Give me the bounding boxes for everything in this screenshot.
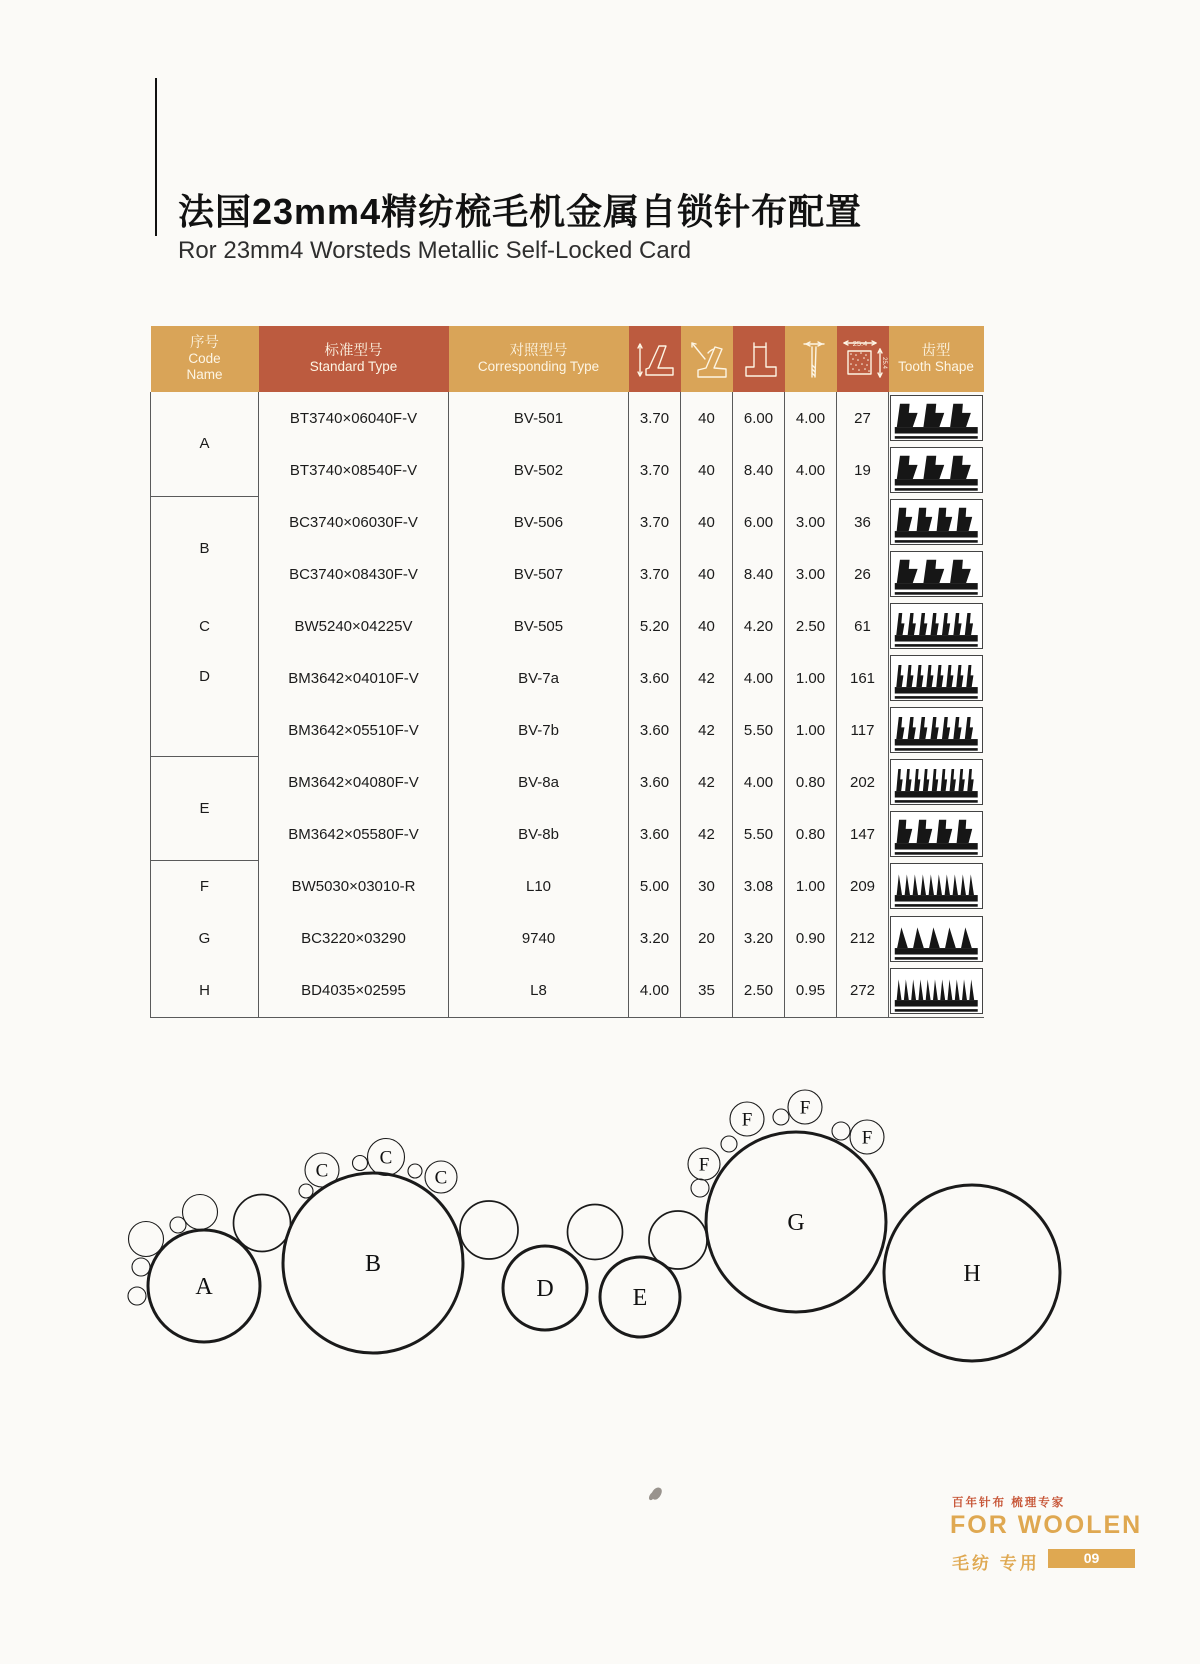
spec-value-cell-1: 40 xyxy=(681,392,733,444)
spec-value-cell-0: 3.60 xyxy=(629,704,681,756)
spec-value-cell-2: 8.40 xyxy=(733,444,785,496)
table-row xyxy=(151,756,984,808)
spec-value-cell-1: 40 xyxy=(681,600,733,652)
spec-value-cell-4: 212 xyxy=(837,913,889,965)
roller-circle xyxy=(234,1195,291,1252)
roller-circle xyxy=(183,1195,218,1230)
roller-label-H: H xyxy=(963,1261,981,1287)
roller-circle xyxy=(128,1287,146,1305)
spec-value-cell-3: 1.00 xyxy=(785,704,837,756)
spec-value-cell-4: 36 xyxy=(837,496,889,548)
table-row xyxy=(151,600,984,652)
roller-circle xyxy=(353,1156,368,1171)
tooth-shape-cell xyxy=(889,600,984,652)
tooth-front-angle-icon xyxy=(681,326,733,392)
standard-type-cell: BM3642×05510F-V xyxy=(259,704,449,756)
standard-type-cell: BD4035×02595 xyxy=(259,965,449,1018)
tooth-shape-image xyxy=(890,707,983,753)
footer-usage: 毛纺 专用 xyxy=(952,1554,1040,1573)
spec-value-cell-4: 61 xyxy=(837,600,889,652)
spec-value-cell-2: 3.08 xyxy=(733,860,785,913)
roller-circle xyxy=(299,1184,313,1198)
svg-text:25.4: 25.4 xyxy=(880,357,887,369)
spec-value-cell-2: 4.20 xyxy=(733,600,785,652)
spec-value-cell-3: 1.00 xyxy=(785,860,837,913)
code-name-cell: E xyxy=(151,756,259,860)
spec-value-cell-2: 2.50 xyxy=(733,965,785,1018)
spec-value-cell-3: 3.00 xyxy=(785,496,837,548)
standard-type-cell: BC3220×03290 xyxy=(259,913,449,965)
header-code-name: 序号 Code Name xyxy=(151,326,259,392)
spec-value-cell-3: 4.00 xyxy=(785,444,837,496)
standard-type-cell: BM3642×04080F-V xyxy=(259,756,449,808)
spec-value-cell-4: 147 xyxy=(837,808,889,860)
footer-brand: FOR WOOLEN xyxy=(950,1511,1143,1539)
corresponding-type-cell: 9740 xyxy=(449,913,629,965)
table-row xyxy=(151,965,984,1018)
header-corresponding-type: 对照型号 Corresponding Type xyxy=(449,326,629,392)
roller-label-F: F xyxy=(799,1097,811,1119)
code-name-cell: B xyxy=(151,496,259,600)
tooth-shape-image xyxy=(890,968,983,1014)
tooth-shape-cell xyxy=(889,808,984,860)
roller-label-C: C xyxy=(315,1160,329,1182)
tooth-shape-cell xyxy=(889,756,984,808)
page-title-cn: 法国23mm4精纺梳毛机金属自锁针布配置 xyxy=(178,191,863,232)
corresponding-type-cell: L8 xyxy=(449,965,629,1018)
spec-value-cell-1: 40 xyxy=(681,548,733,600)
corresponding-type-cell: BV-7a xyxy=(449,652,629,704)
code-name-cell: A xyxy=(151,392,259,496)
spec-value-cell-2: 5.50 xyxy=(733,808,785,860)
spec-value-cell-0: 3.70 xyxy=(629,496,681,548)
spec-value-cell-1: 40 xyxy=(681,444,733,496)
corresponding-type-cell: BV-506 xyxy=(449,496,629,548)
tooth-shape-cell xyxy=(889,496,984,548)
standard-type-cell: BW5240×04225V xyxy=(259,600,449,652)
tooth-shape-image xyxy=(890,863,983,909)
roller-circle xyxy=(649,1211,707,1269)
code-name-cell: F xyxy=(151,860,259,913)
spec-value-cell-1: 30 xyxy=(681,860,733,913)
spec-value-cell-4: 27 xyxy=(837,392,889,444)
spec-value-cell-4: 202 xyxy=(837,756,889,808)
spec-value-cell-1: 35 xyxy=(681,965,733,1018)
table-row xyxy=(151,808,984,860)
roller-circle xyxy=(132,1258,150,1276)
standard-type-cell: BM3642×04010F-V xyxy=(259,652,449,704)
tooth-shape-image xyxy=(890,916,983,962)
table-row xyxy=(151,913,984,965)
standard-type-cell: BM3642×05580F-V xyxy=(259,808,449,860)
standard-type-cell: BC3740×08430F-V xyxy=(259,548,449,600)
roller-label-F: F xyxy=(741,1109,753,1131)
spec-value-cell-2: 6.00 xyxy=(733,392,785,444)
spec-value-cell-4: 161 xyxy=(837,652,889,704)
tooth-shape-cell xyxy=(889,548,984,600)
spec-value-cell-4: 19 xyxy=(837,444,889,496)
spec-value-cell-0: 3.60 xyxy=(629,756,681,808)
footer-tagline: 百年针布 梳理专家 xyxy=(952,1497,1066,1509)
spec-value-cell-4: 272 xyxy=(837,965,889,1018)
spec-value-cell-1: 42 xyxy=(681,808,733,860)
roller-circle xyxy=(568,1205,623,1260)
roller-circle xyxy=(170,1217,186,1233)
spec-value-cell-2: 8.40 xyxy=(733,548,785,600)
code-name-cell: D xyxy=(151,652,259,756)
title-rule xyxy=(155,78,157,236)
standard-type-cell: BC3740×06030F-V xyxy=(259,496,449,548)
tooth-shape-image xyxy=(890,603,983,649)
tooth-shape-cell xyxy=(889,860,984,913)
code-name-cell: H xyxy=(151,965,259,1018)
spec-value-cell-3: 2.50 xyxy=(785,600,837,652)
standard-type-cell: BT3740×08540F-V xyxy=(259,444,449,496)
spec-value-cell-1: 20 xyxy=(681,913,733,965)
tooth-shape-cell xyxy=(889,913,984,965)
spec-value-cell-0: 3.60 xyxy=(629,652,681,704)
card-clothing-spec-table xyxy=(150,326,984,1018)
roller-circle xyxy=(773,1109,789,1125)
spec-value-cell-1: 40 xyxy=(681,496,733,548)
svg-text:25.4: 25.4 xyxy=(852,339,867,348)
wire-thickness-icon xyxy=(785,326,837,392)
roller-circle xyxy=(832,1122,850,1140)
spec-value-cell-0: 5.00 xyxy=(629,860,681,913)
spec-value-cell-4: 26 xyxy=(837,548,889,600)
tooth-shape-image xyxy=(890,551,983,597)
code-name-cell: C xyxy=(151,600,259,652)
tooth-total-height-icon xyxy=(629,326,681,392)
tooth-shape-image xyxy=(890,499,983,545)
tooth-shape-image xyxy=(890,759,983,805)
corresponding-type-cell: BV-501 xyxy=(449,392,629,444)
tooth-shape-cell xyxy=(889,965,984,1018)
roller-label-D: D xyxy=(536,1276,554,1302)
page-title-en: Ror 23mm4 Worsteds Metallic Self-Locked Card xyxy=(178,237,692,264)
spec-value-cell-2: 3.20 xyxy=(733,913,785,965)
spec-value-cell-3: 1.00 xyxy=(785,652,837,704)
roller-circle xyxy=(691,1179,709,1197)
spec-value-cell-2: 5.50 xyxy=(733,704,785,756)
tooth-pitch-icon xyxy=(733,326,785,392)
header-tooth-shape: 齿型 Tooth Shape xyxy=(889,326,984,392)
table-row xyxy=(151,392,984,444)
spec-value-cell-3: 3.00 xyxy=(785,548,837,600)
tooth-shape-cell xyxy=(889,392,984,444)
corresponding-type-cell: BV-8a xyxy=(449,756,629,808)
tooth-shape-image xyxy=(890,655,983,701)
corresponding-type-cell: L10 xyxy=(449,860,629,913)
page-number-badge: 09 xyxy=(1048,1549,1135,1568)
tooth-shape-cell xyxy=(889,652,984,704)
table-header-row xyxy=(151,326,984,392)
spec-value-cell-0: 3.70 xyxy=(629,548,681,600)
table-row xyxy=(151,548,984,600)
corresponding-type-cell: BV-502 xyxy=(449,444,629,496)
tooth-shape-image xyxy=(890,811,983,857)
corresponding-type-cell: BV-8b xyxy=(449,808,629,860)
spec-value-cell-4: 209 xyxy=(837,860,889,913)
spec-value-cell-0: 3.20 xyxy=(629,913,681,965)
table-row xyxy=(151,652,984,704)
roller-label-C: C xyxy=(379,1147,393,1169)
spec-value-cell-3: 0.95 xyxy=(785,965,837,1018)
table-row xyxy=(151,444,984,496)
spec-value-cell-3: 4.00 xyxy=(785,392,837,444)
spec-value-cell-3: 0.80 xyxy=(785,756,837,808)
spec-value-cell-0: 4.00 xyxy=(629,965,681,1018)
roller-label-G: G xyxy=(787,1210,805,1236)
standard-type-cell: BT3740×06040F-V xyxy=(259,392,449,444)
print-artifact xyxy=(650,1486,664,1502)
corresponding-type-cell: BV-505 xyxy=(449,600,629,652)
roller-circle xyxy=(460,1201,518,1259)
roller-label-A: A xyxy=(195,1274,213,1300)
tooth-shape-image xyxy=(890,447,983,493)
table-row xyxy=(151,496,984,548)
standard-type-cell: BW5030×03010-R xyxy=(259,860,449,913)
spec-value-cell-1: 42 xyxy=(681,704,733,756)
spec-value-cell-2: 4.00 xyxy=(733,756,785,808)
spec-value-cell-1: 42 xyxy=(681,756,733,808)
spec-value-cell-0: 3.70 xyxy=(629,444,681,496)
points-per-square-icon xyxy=(837,326,889,392)
spec-value-cell-3: 0.80 xyxy=(785,808,837,860)
corresponding-type-cell: BV-507 xyxy=(449,548,629,600)
code-name-cell: G xyxy=(151,913,259,965)
spec-value-cell-2: 4.00 xyxy=(733,652,785,704)
roller-label-C: C xyxy=(434,1167,448,1189)
table-row xyxy=(151,704,984,756)
tooth-shape-cell xyxy=(889,444,984,496)
roller-circle xyxy=(129,1222,164,1257)
spec-value-cell-4: 117 xyxy=(837,704,889,756)
roller-label-F: F xyxy=(861,1127,873,1149)
spec-value-cell-0: 3.60 xyxy=(629,808,681,860)
spec-value-cell-1: 42 xyxy=(681,652,733,704)
roller-circle xyxy=(721,1136,737,1152)
roller-label-F: F xyxy=(698,1154,710,1176)
spec-value-cell-3: 0.90 xyxy=(785,913,837,965)
corresponding-type-cell: BV-7b xyxy=(449,704,629,756)
roller-label-B: B xyxy=(364,1251,382,1277)
table-row xyxy=(151,860,984,913)
spec-value-cell-2: 6.00 xyxy=(733,496,785,548)
tooth-shape-cell xyxy=(889,704,984,756)
header-standard-type: 标准型号 Standard Type xyxy=(259,326,449,392)
roller-circle xyxy=(408,1164,422,1178)
tooth-shape-image xyxy=(890,395,983,441)
carding-machine-roller-diagram xyxy=(0,1060,1200,1380)
spec-value-cell-0: 5.20 xyxy=(629,600,681,652)
roller-label-E: E xyxy=(632,1285,648,1311)
spec-value-cell-0: 3.70 xyxy=(629,392,681,444)
